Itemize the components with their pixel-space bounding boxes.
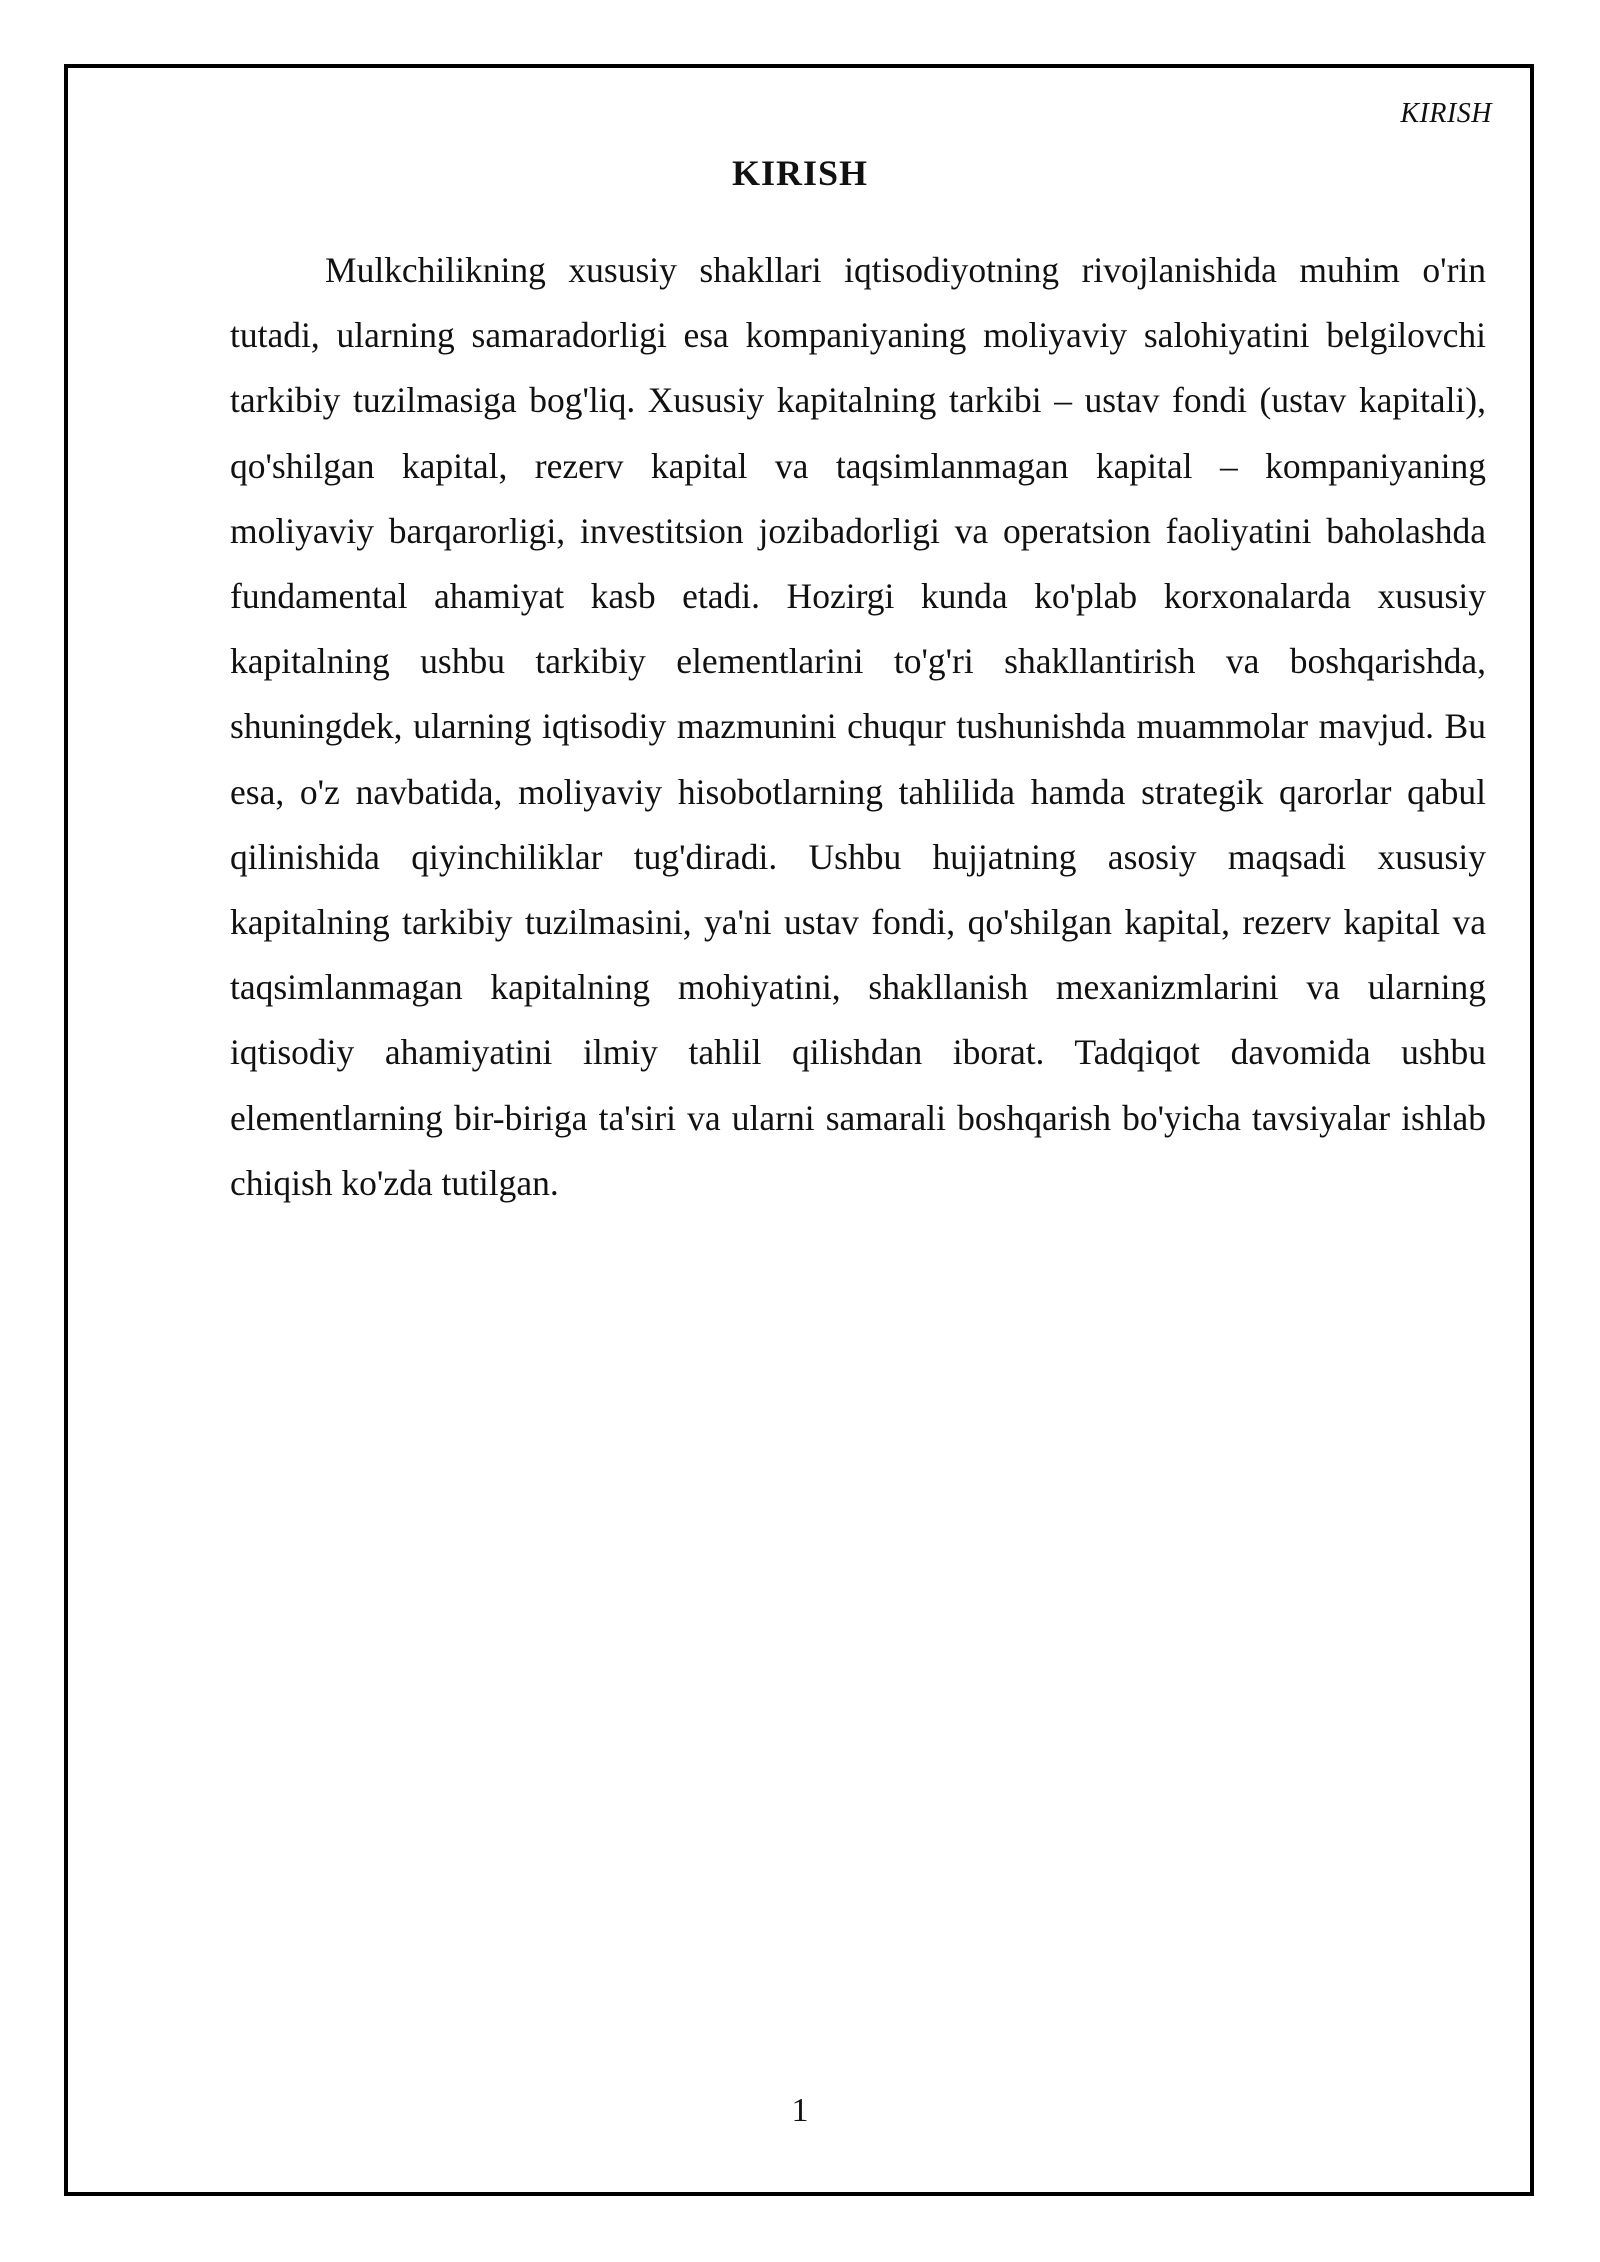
- running-header: KIRISH: [1400, 98, 1492, 129]
- body-paragraph: Mulkchilikning xususiy shakllari iqtisodiyotning rivojlanishida muhim o'rin tutadi, ularning samaradorligi esa kompaniyaning moliyaviy salohiyatini belgilovchi tarkibiy tuzilmasiga bog'liq. Xususiy kapitalning tarkibi – ustav fondi (ustav kapitali), qo'shilgan kapital, rezerv kapital va taqsimlanmagan kapital – kompaniyaning moliyaviy barqarorligi, investitsion jozibadorligi va operatsion faoliyatini baholashda fundamental ahamiyat kasb etadi. Hozirgi kunda ko'plab korxonalarda xususiy kapitalning ushbu tarkibiy elementlarini to'g'ri shakllantirish va boshqarishda, shuningdek, ularning iqtisodiy mazmunini chuqur tushunishda muammolar mavjud. Bu esa, o'z navbatida, moliyaviy hisobotlarning tahlilida hamda strategik qarorlar qabul qilinishida qiyinchiliklar tug'diradi. Ushbu hujjatning asosiy maqsadi xususiy kapitalning tarkibiy tuzilmasini, ya'ni ustav fondi, qo'shilgan kapital, rezerv kapital va taqsimlanmagan kapitalning mohiyatini, shakllanish mexanizmlarini va ularning iqtisodiy ahamiyatini ilmiy tahlil qilishdan iborat. Tadqiqot davomida ushbu elementlarning bir-biriga ta'siri va ularni samarali boshqarish bo'yicha tavsiyalar ishlab chiqish ko'zda tutilgan.: [230, 250, 1486, 1203]
- page-number: 1: [791, 2092, 809, 2129]
- section-title: KIRISH: [731, 153, 869, 193]
